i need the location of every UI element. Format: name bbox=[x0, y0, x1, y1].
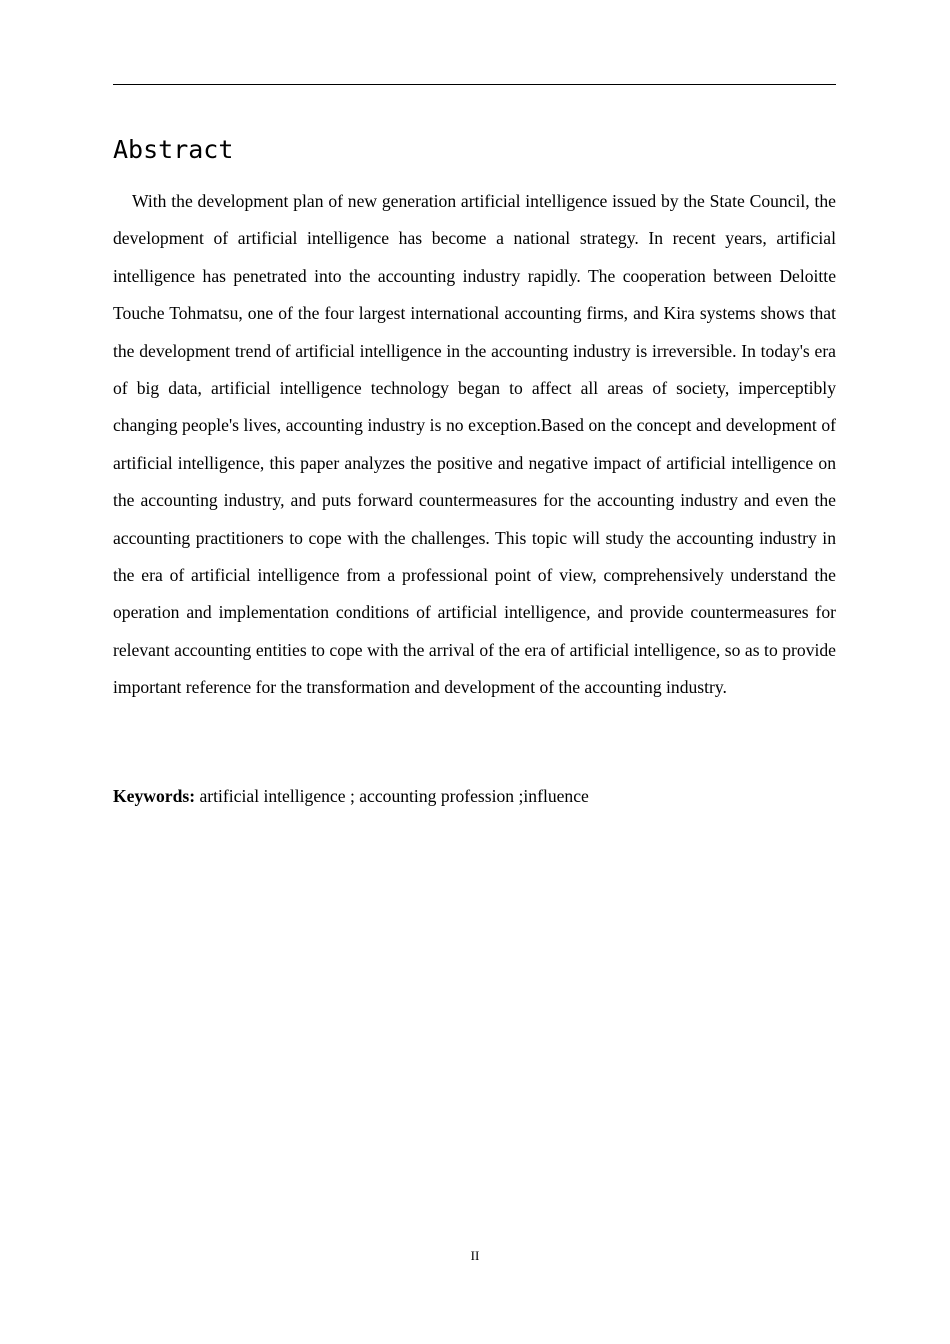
abstract-heading: Abstract bbox=[113, 135, 234, 164]
header-rule bbox=[113, 84, 836, 85]
abstract-body: With the development plan of new generation artificial intelligence issued by the State Council, the development of artificial intelligence has become a national strategy. In recent years, artificial intelligence has penetrated into the accounting industry rapidly. The cooperation between Deloitte Touche Tohmatsu, one of the four largest international accounting firms, and Kira systems shows that the development trend of artificial intelligence in the accounting industry is irreversible. In today's era of big data, artificial intelligence technology began to affect all areas of society, imperceptibly changing people's lives, accounting industry is no exception.Based on the concept and development of artificial intelligence, this paper analyzes the positive and negative impact of artificial intelligence on the accounting industry, and puts forward countermeasures for the accounting industry and even the accounting practitioners to cope with the challenges. This topic will study the accounting industry in the era of artificial intelligence from a professional point of view, comprehensively understand the operation and implementation conditions of artificial intelligence, and provide countermeasures for relevant accounting entities to cope with the arrival of the era of artificial intelligence, so as to provide important reference for the transformation and development of the accounting industry. bbox=[113, 191, 836, 698]
page-number: II bbox=[470, 1248, 480, 1263]
keywords-value: artificial intelligence ; accounting profession ;influence bbox=[195, 786, 589, 806]
keywords-line bbox=[113, 783, 836, 809]
keywords-label: Keywords: bbox=[113, 786, 196, 806]
